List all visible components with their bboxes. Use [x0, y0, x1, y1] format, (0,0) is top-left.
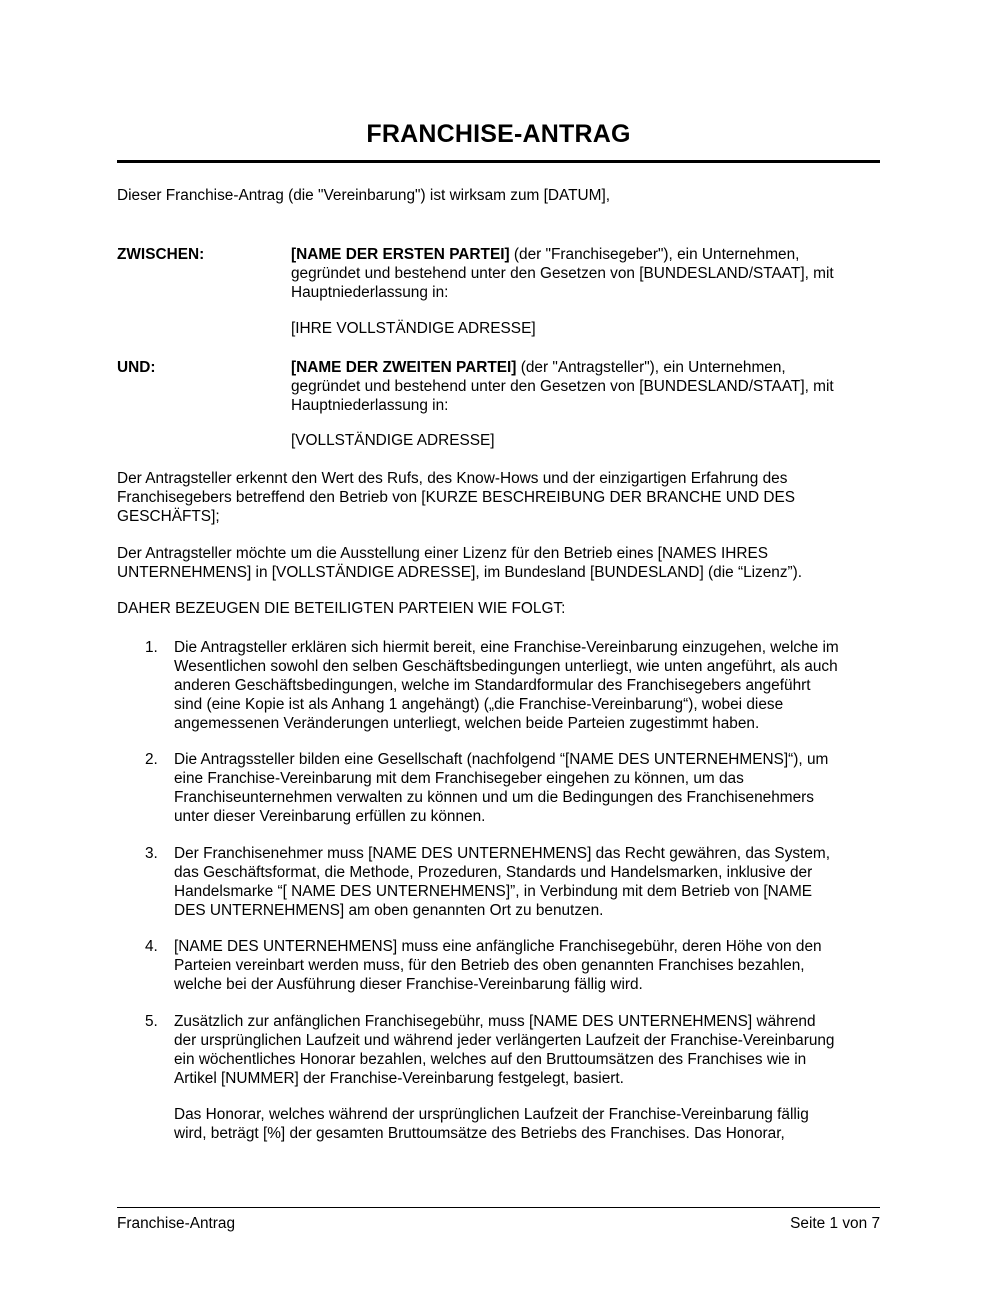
- recital-1-line: GESCHÄFTS];: [117, 508, 220, 525]
- item-line: welche bei der Ausführung dieser Franchise-Vereinbarung fällig wird.: [174, 976, 643, 993]
- footer-document-name: Franchise-Antrag: [117, 1215, 236, 1232]
- item-2-text: [174, 750, 880, 826]
- witness-heading: DAHER BEZEUGEN DIE BETEILIGTEN PARTEIEN WIE FOLGT:: [117, 600, 566, 617]
- item-3-number: 3.: [145, 845, 158, 862]
- intro-paragraph: Dieser Franchise-Antrag (die "Vereinbarung") ist wirksam zum [DATUM],: [117, 187, 611, 204]
- recital-1-line: Der Antragsteller erkennt den Wert des Rufs, des Know-Hows und der einzigartigen Erfahrung des: [117, 470, 788, 487]
- item-line: Handelsmarke “[ NAME DES UNTERNEHMENS]”, in Verbindung mit dem Betrieb von [NAME: [174, 883, 813, 900]
- item-5-continuation: [174, 1105, 880, 1143]
- item-line: Parteien vereinbart werden muss, für den Betrieb des oben genannten Franchises bezahlen,: [174, 957, 805, 974]
- item-line: Artikel [NUMMER] der Franchise-Vereinbarung festgelegt, basiert.: [174, 1070, 624, 1087]
- item-line: angemessenen Veränderungen unterliegt, welchen beide Parteien zugestimmt haben.: [174, 715, 760, 732]
- party1-line3: Hauptniederlassung in:: [291, 284, 449, 301]
- party1-line2: gegründet und bestehend unter den Gesetzen von [BUNDESLAND/STAAT], mit: [291, 265, 834, 282]
- item-line: [NAME DES UNTERNEHMENS] muss eine anfängliche Franchisegebühr, deren Höhe von den: [174, 938, 822, 955]
- item-1-text: [174, 638, 880, 733]
- party1-address: [IHRE VOLLSTÄNDIGE ADRESSE]: [291, 320, 536, 337]
- party1-label: ZWISCHEN:: [117, 246, 205, 263]
- item-4-number: 4.: [145, 938, 158, 955]
- item-line: ein wöchentliches Honorar bezahlen, welches auf den Bruttoumsätzen des Franchises wie in: [174, 1051, 807, 1068]
- party2-block: [291, 358, 881, 415]
- party2-address: [VOLLSTÄNDIGE ADRESSE]: [291, 432, 495, 449]
- item-line: Der Franchisenehmer muss [NAME DES UNTERNEHMENS] das Recht gewähren, das System,: [174, 845, 831, 862]
- item-line: wird, beträgt [%] der gesamten Bruttoumsätze des Betriebs des Franchises. Das Honorar,: [174, 1125, 785, 1142]
- item-2-number: 2.: [145, 751, 158, 768]
- item-line: Die Antragssteller bilden eine Gesellschaft (nachfolgend “[NAME DES UNTERNEHMENS]“), um: [174, 751, 829, 768]
- item-5-text: [174, 1012, 880, 1088]
- document-title: FRANCHISE-ANTRAG: [366, 120, 631, 148]
- footer-page-number: Seite 1 von 7: [790, 1215, 880, 1232]
- item-line: eine Franchise-Vereinbarung mit dem Franchisegeber eingehen zu können, um das: [174, 770, 744, 787]
- item-line: das Geschäftsformat, die Methode, Prozeduren, Standards und Handelsmarken, inklusive der: [174, 864, 813, 881]
- party1-block: [291, 245, 881, 302]
- item-1-number: 1.: [145, 639, 158, 656]
- item-line: anderen Geschäftsbedingungen, welche im Standardformular des Franchisegebers angeführt: [174, 677, 811, 694]
- item-line: sind (eine Kopie ist als Anhang 1 angehängt) („die Franchise-Vereinbarung“), wobei diese: [174, 696, 784, 713]
- title-divider: [117, 160, 880, 163]
- recital-2-line: Der Antragsteller möchte um die Ausstellung einer Lizenz für den Betrieb eines [NAMES IHRES: [117, 545, 768, 562]
- party2-line3: Hauptniederlassung in:: [291, 397, 449, 414]
- item-line: Die Antragsteller erklären sich hiermit bereit, eine Franchise-Vereinbarung einzugehen, welche im: [174, 639, 839, 656]
- party2-name: [NAME DER ZWEITEN PARTEI]: [291, 359, 517, 376]
- item-5-number: 5.: [145, 1013, 158, 1030]
- item-3-text: [174, 844, 880, 920]
- recital-2: [117, 544, 880, 582]
- party2-line1: (der "Antragsteller"), ein Unternehmen,: [516, 359, 786, 376]
- item-line: Zusätzlich zur anfänglichen Franchisegebühr, muss [NAME DES UNTERNEHMENS] während: [174, 1013, 816, 1030]
- recital-1-line: Franchisegebers betreffend den Betrieb von [KURZE BESCHREIBUNG DER BRANCHE UND DES: [117, 489, 796, 506]
- item-line: unter dieser Vereinbarung erfüllen zu können.: [174, 808, 486, 825]
- item-4-text: [174, 937, 880, 994]
- item-line: Wesentlichen sowohl den selben Geschäftsbedingungen unterliegt, wie unten angeführt, als auch: [174, 658, 838, 675]
- item-line: DES UNTERNEHMENS] am oben genannten Ort zu benutzen.: [174, 902, 604, 919]
- party2-label: UND:: [117, 359, 156, 376]
- item-line: Das Honorar, welches während der ursprünglichen Laufzeit der Franchise-Vereinbarung fällig: [174, 1106, 809, 1123]
- party1-name: [NAME DER ERSTEN PARTEI]: [291, 246, 510, 263]
- item-line: Franchiseunternehmen verwalten zu können und um die Bedingungen des Franchisenehmers: [174, 789, 814, 806]
- recital-2-line: UNTERNEHMENS] in [VOLLSTÄNDIGE ADRESSE], im Bundesland [BUNDESLAND] (die “Lizenz”).: [117, 564, 803, 581]
- recital-1: [117, 469, 880, 526]
- footer-divider: [117, 1207, 880, 1208]
- item-line: der ursprünglichen Laufzeit und während jeder verlängerten Laufzeit der Franchise-Vereinbarung: [174, 1032, 835, 1049]
- party2-line2: gegründet und bestehend unter den Gesetzen von [BUNDESLAND/STAAT], mit: [291, 378, 834, 395]
- party1-line1: (der "Franchisegeber"), ein Unternehmen,: [509, 246, 800, 263]
